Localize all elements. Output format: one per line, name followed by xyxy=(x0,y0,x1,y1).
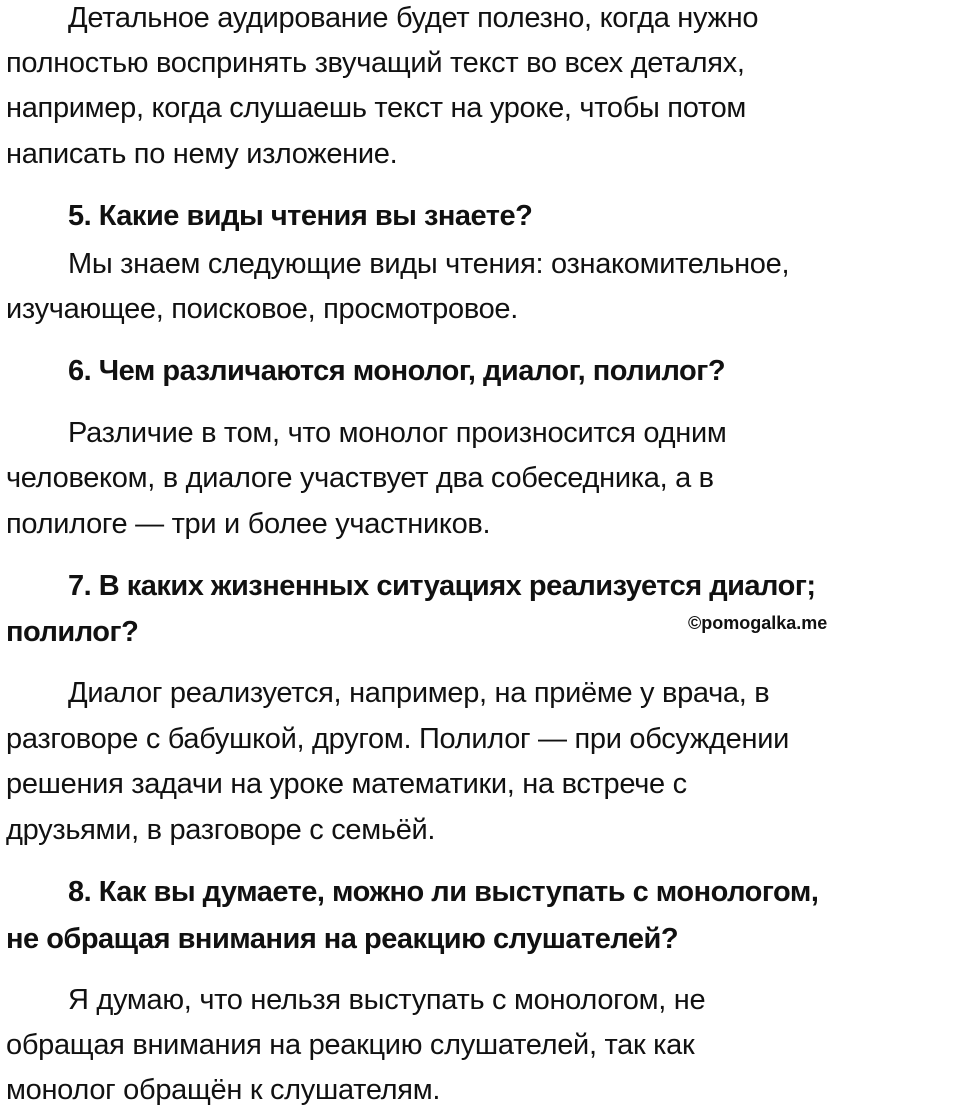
question-8-line-1: 8. Как вы думаете, можно ли выступать с монологом, xyxy=(68,876,819,908)
question-5: 5. Какие виды чтения вы знаете? xyxy=(68,200,533,232)
answer-7-line-1: Диалог реализуется, например, на приёме у врача, в xyxy=(68,677,770,709)
intro-line-1: Детальное аудирование будет полезно, когда нужно xyxy=(68,2,759,34)
intro-line-3: например, когда слушаешь текст на уроке, чтобы потом xyxy=(6,92,747,124)
watermark: ©pomogalka.me xyxy=(688,613,828,633)
question-7-line-2: полилог? xyxy=(6,616,139,648)
answer-7-line-4: друзьями, в разговоре с семьёй. xyxy=(6,814,436,846)
answer-6-line-2: человеком, в диалоге участвует два собеседника, а в xyxy=(6,462,714,494)
answer-8-line-2: обращая внимания на реакцию слушателей, так как xyxy=(6,1029,695,1061)
answer-6-line-3: полилоге — три и более участников. xyxy=(6,508,491,540)
answer-5-line-1: Мы знаем следующие виды чтения: ознакомительное, xyxy=(68,248,790,280)
intro-line-2: полностью воспринять звучащий текст во всех деталях, xyxy=(6,47,745,79)
question-6: 6. Чем различаются монолог, диалог, полилог? xyxy=(68,355,726,387)
answer-8-line-1: Я думаю, что нельзя выступать с монологом, не xyxy=(68,984,706,1016)
answer-7-line-3: решения задачи на уроке математики, на встрече с xyxy=(6,768,687,800)
answer-7-line-2: разговоре с бабушкой, другом. Полилог — при обсуждении xyxy=(6,723,789,755)
question-8-line-2: не обращая внимания на реакцию слушателей? xyxy=(6,923,679,955)
answer-6-line-1: Различие в том, что монолог произносится одним xyxy=(68,417,727,449)
answer-8-line-3: монолог обращён к слушателям. xyxy=(6,1074,441,1106)
intro-line-4: написать по нему изложение. xyxy=(6,138,398,170)
question-7-line-1: 7. В каких жизненных ситуациях реализуется диалог; xyxy=(68,570,816,602)
answer-5-line-2: изучающее, поисковое, просмотровое. xyxy=(6,293,519,325)
